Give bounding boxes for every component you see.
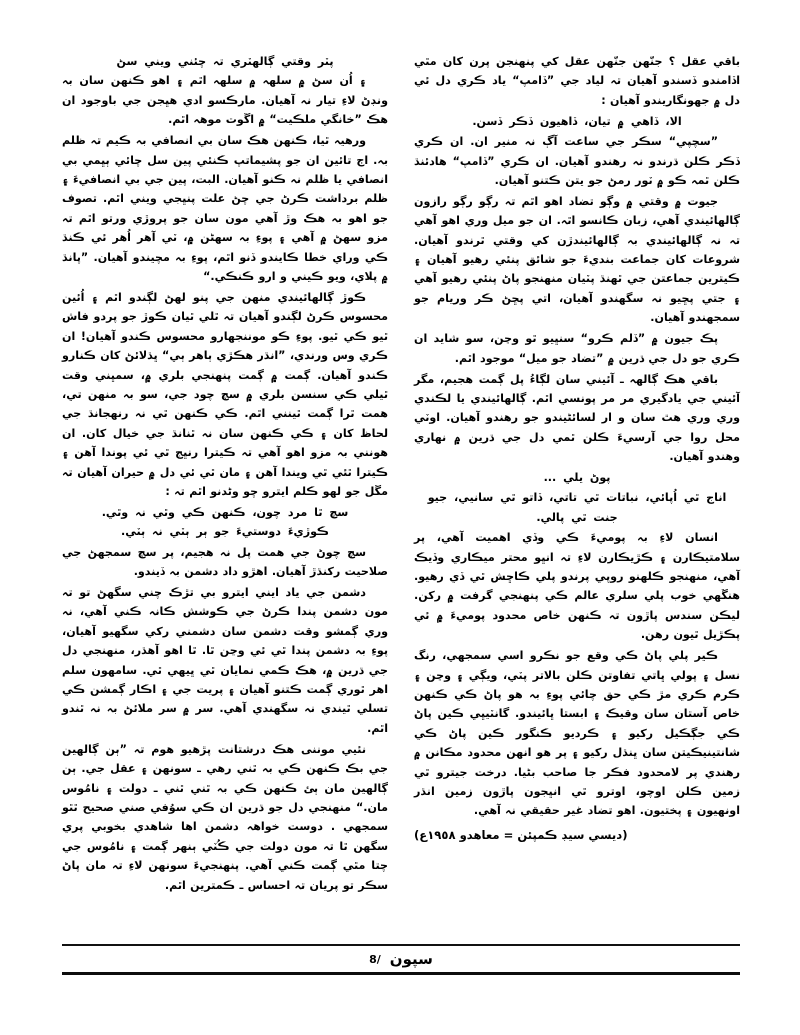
verse-block <box>414 112 740 131</box>
footer-band <box>62 946 740 972</box>
paragraph: ورهيہ ٿيا، ڪنهن هڪ سان بي انصافي بہ ڪيم تہ ظلم بہ. اڄ تائين ان جو پشيماتپ ڪنئي پين سل چائي ٻڀمي بي انصافي يا ظلم نہ ڪنو آهيان. البت، پين جي بي انصافيءَ ۽ ظلم برداشت ڪرڻ جي چڻ علت پنڀجي ويني اٿم. تصوف جو اهو بہ هڪ وڙ آهي مون سان جو پروڙي ورتو اٿم تہ مزو سهڻ ۾ آهي ۽ پوءِ بہ سهڻن ۾، ٽي آهر اُهر ئي ڪنڌ ڪي وراي خطا ڪايندو ڏنو اٿم، پوءِ بہ مچيندو آهيان. ”پانڌ ۾ پلاي، ويو ڪيني و ارو ڪنڪي.“ <box>62 134 388 283</box>
paragraph: ”سچپي“ سڪر جي ساعت آڳ نہ منير ان. ان ڪري ڏڪر ڪلن ڌرندو نہ رهندو آهيان. ان ڪري ”ڏامپ“ هادئنڌ ڪلن ٿمہ ڪو ۾ ٽور رمڻ جو يتن ڪتنو آهيان. <box>414 135 740 187</box>
footer-rule-bottom <box>62 972 740 975</box>
source-attribution: (ديسي سيڊ ڪمپئن = معاهدو ١٩٥٨ع) <box>414 827 628 842</box>
verse-line: الا، ڏاهي ۾ تيان، ڏاهيون ڏڪر ڏسن. <box>472 114 682 128</box>
verse-line: پٽر وقتي ڳالهٽري تہ چئني ويني سڻ <box>116 55 334 68</box>
paragraph: نئيي موننی هڪ درشتانت پڙهيو هوم تہ ”ٻن ڳالهين جي بڪ ڪنهن ڪي بہ ٿني رهي ـ سونهن ۽ عقل جي. ٻن ڳالهين مان ٻئ ڪنهن ڪي بہ ٿني ٿني ـ دولت ۽ نامُوس مان.“ منهنجي دل جو ڌرين ان ڪي سوُفي صني صحيح ٿٿو سمجهي . دوست خواهہ دشمن اها شاهدي بخوبي پري سگهن ٿا تہ مون دولت جي ڪُٽي ٻنهر ڳمت ۽ نامُوس جي چتا مٿي ڳمت ڪني آهي. پنهنجيءَ سونهن لاءِ تہ مان پاڻ سڪر تو پريان تہ احساس ـ ڪمترين اٿم. <box>62 742 388 892</box>
two-column-body <box>62 52 740 917</box>
paragraph: ۽ اُن سڻ ۾ سلهہ ۾ سلهہ اٿم ۽ اهو ڪنهن سان بہ ونڊڻ لاءِ تيار نہ آهيان. مارڪسو ادي هڀجن جي باوجود ان هڪ ”خانگي ملڪيت“ ۾ اڱوت موهہ اٿم. <box>62 74 388 127</box>
verse-lead-line: پوڻ يلي ... <box>543 471 611 485</box>
paragraph: دشمن جي ياد ايني ايترو بي تڙڪ چني سگهڻ تو تہ مون دشمن پندا ڪرڻ جي ڪوشش ڪانہ ڪني آهي، نہ وري ڳمشو وقت دشمن سان دشمني رکي سگهيو آهيان، پوءِ بہ دشمن پندا ٿي ئي وڃن ٿا. ٿا اهو آهڌر، منهنجي دل جي ڌرين ۾، هڪ ڪمي نمايان ٿي ڀيهي ٿي. سامهون سلم اهر ٿوري ڳمت ڪتنو آهيان ۽ پريت جي ۽ اڪار ڳمشن ڪي تسلي ٿيندي نہ سگهندي آهي. سر ۾ سر ملائڻ بہ نہ ٿندو اٿم. <box>62 585 388 735</box>
paragraph: جيوت ۾ وقتي ۾ وڳو تضاد اهو اٿم تہ رڳو رڳو رازون ڳالهائيندي آهي، زبان ڪانسو اٿہ. ان جو ميل وري اهو آهي تہ نہ ڳالهائيندي بہ ڳالهائيندڙن کي وقتي ٿرندو آهيان. شروعات کان جماعت بنديءَ جو شائق پنئي رهيو آهيان ۽ ڪيترين جماعتن جي ٿهنڌ پٽيان منهنجو پاڻ پنئي رهيو آهي ۽ جتي پڇيو نہ سگهندو آهيان، اتي پڇڻ ڪر وريام جو سمجهندو آهيان. <box>414 194 740 325</box>
paragraph: سچ چوڻ جي همت پل نہ هجيم، پر سچ سمجهڻ جي صلاحيت رکنڌڙ آهيان. اهڙو داد دشمن بہ ڏيندو. <box>62 545 388 579</box>
paragraph: ڪوڙ ڳالهائيندي منهن جي پنو لهڻ لڳندو اٿم ۽ اُئين محسوس ڪرڻ لڳندو آهيان تہ ٿلي ٿيان ڪوڙ جو پردو فاش ٿيو ڪي ٿيو. پوءِ ڪو موننجهارو محسوس ڪندو آهيان! ان ڪري وس ورندي، ”انڌر هڪڙي ٻاهر ٻي“ ڀڌلائڻ کان ڪنارو ڪندو آهيان. ڳمت ۾ ڳمت پنهنجي بلري ۾، سمڀني وقت ٿيلي ڪي سنسن بلري ۾ سچ چود جي، سو بہ منهن تي، همت ٿرا ڳمت ٿينني اٿم. ڪي ڪنهن ٿي نہ رنهجانڌ جي لحاظ کان ۽ ڪي ڪنهن سان نہ ٿنانڌ جي خيال کان. ان هونني بہ مزو اهو آهي تہ ڪيترا رنڀج ٿي ئي پوندا آهن ۽ ڪيترا ٿئي ٿي ويندا آهن ۽ مان ٿي ئي دل ۾ حيران آهيان تہ مڱل جو لهو ڪلم ايترو چو وڻدنو اٿم تہ : <box>62 290 388 498</box>
verse-block <box>414 488 740 527</box>
verse-block <box>62 503 388 542</box>
left-column <box>414 52 740 917</box>
verse-line: اناج ٿي اُپائي، نباتات ٿي تاتي، ڏاتو ٿي سانيي، جيو <box>427 491 727 505</box>
page-footer <box>62 944 740 975</box>
page-number: 8/ <box>369 952 381 966</box>
paragraph: پڪ جيون ۾ ”ڏلم ڪرو“ سنڀيو ٿو وڃن، سو شايد ان ڪري جو دل جي ڌرين ۾ ”تضاد جو ميل“ موجود اٿم. <box>414 332 740 365</box>
paragraph: باقي هڪ ڳالهہ ـ آئيني سان لڳاءُ پل ڳمت هجيم، مگر آئيني جي يادگيري مر مر پونسي اٿم. ڳالهائيندي يا لڪندي وري وري هٿ سان و ار لسائڻيندو جو رهندو آهيان. اوٽي محل روا جي آرسيءَ ڪلن ٿمي دل جي ڌرين ۾ نهاري وهندو آهيان. <box>414 372 740 464</box>
paragraph: انسان لاءِ بہ پوميءَ ڪي وڏي اهميت آهي، پر سلامتيڪارن ۽ ڪڙيڪارن لاءِ تہ انڀو محتر ميڪاري وڏيڪ آهي، منهنجو ڪلهنو روپي پرندو پلي ڪاڇش ٿي ڏي رهيو. هنڱهي خوب پلي سلري عالم ڪي پنهنجي گرفت ۾ رکن. ليڪن سندس پاڙون تہ ڪنهن خاص محدود پوميءَ ۾ ئي پڪڙيل ٿيون رهن. <box>414 531 740 642</box>
paragraph: ڪير پلي پاڻ ڪي وقع جو نڪرو اسي سمجهي، رنگ نسل ۽ پولي ڀاتي تفاوتن ڪلن بالاتر پٽي، ويڳي ۽ وڃن ۽ ڪرم ڪري مڙ ڪي حق چائي پوءِ بہ هو پاڻ ڪي ڪنهن خاص آستان سان وقيڪ ۽ ابستا ڀائيندو. گانٽيڀي ڪين پاڻ ڪي جڳڪيل رکيو ۽ ڪرديو ڪنگور ڪين پاڻ ڪي شانتينيڪيتن سان ڀنڌل رکيو ۽ پر هو انهن محدود مڪانن ۾ رهندي پر لامحدود فڪر جا صاحب بڻيا. درخت جيترو ٿي زمين ڪلن اوچو، اوترو ٿي انڀجون پاڙون زمين انڌر اونهيون ۽ پختيون. اهو تضاد غير حقيقي نہ آهي. <box>414 649 740 818</box>
right-column <box>62 52 388 917</box>
verse-line: ڪوڙيءَ دوستيءَ جو ٻر ٻٽي نہ ٻٽي. <box>121 525 329 539</box>
verse-line: سچ ٿا مرد چون، ڪنهن ڪي وٿي نہ وٿي. <box>101 505 349 519</box>
paragraph: باقي عقل ؟ جنّهن جنّهن عقل کي پنهنجن پرن کان مٿي اڏامندو ڏسندو آهيان تہ لياد جي ”ڏامپ“ ياد ڪري دل ئي دل ۾ جهونگاريندو آهيان : <box>414 55 740 107</box>
footer-publication-title: سپون <box>389 950 433 968</box>
verse-line: جنت ٿي پالي. <box>536 510 618 524</box>
